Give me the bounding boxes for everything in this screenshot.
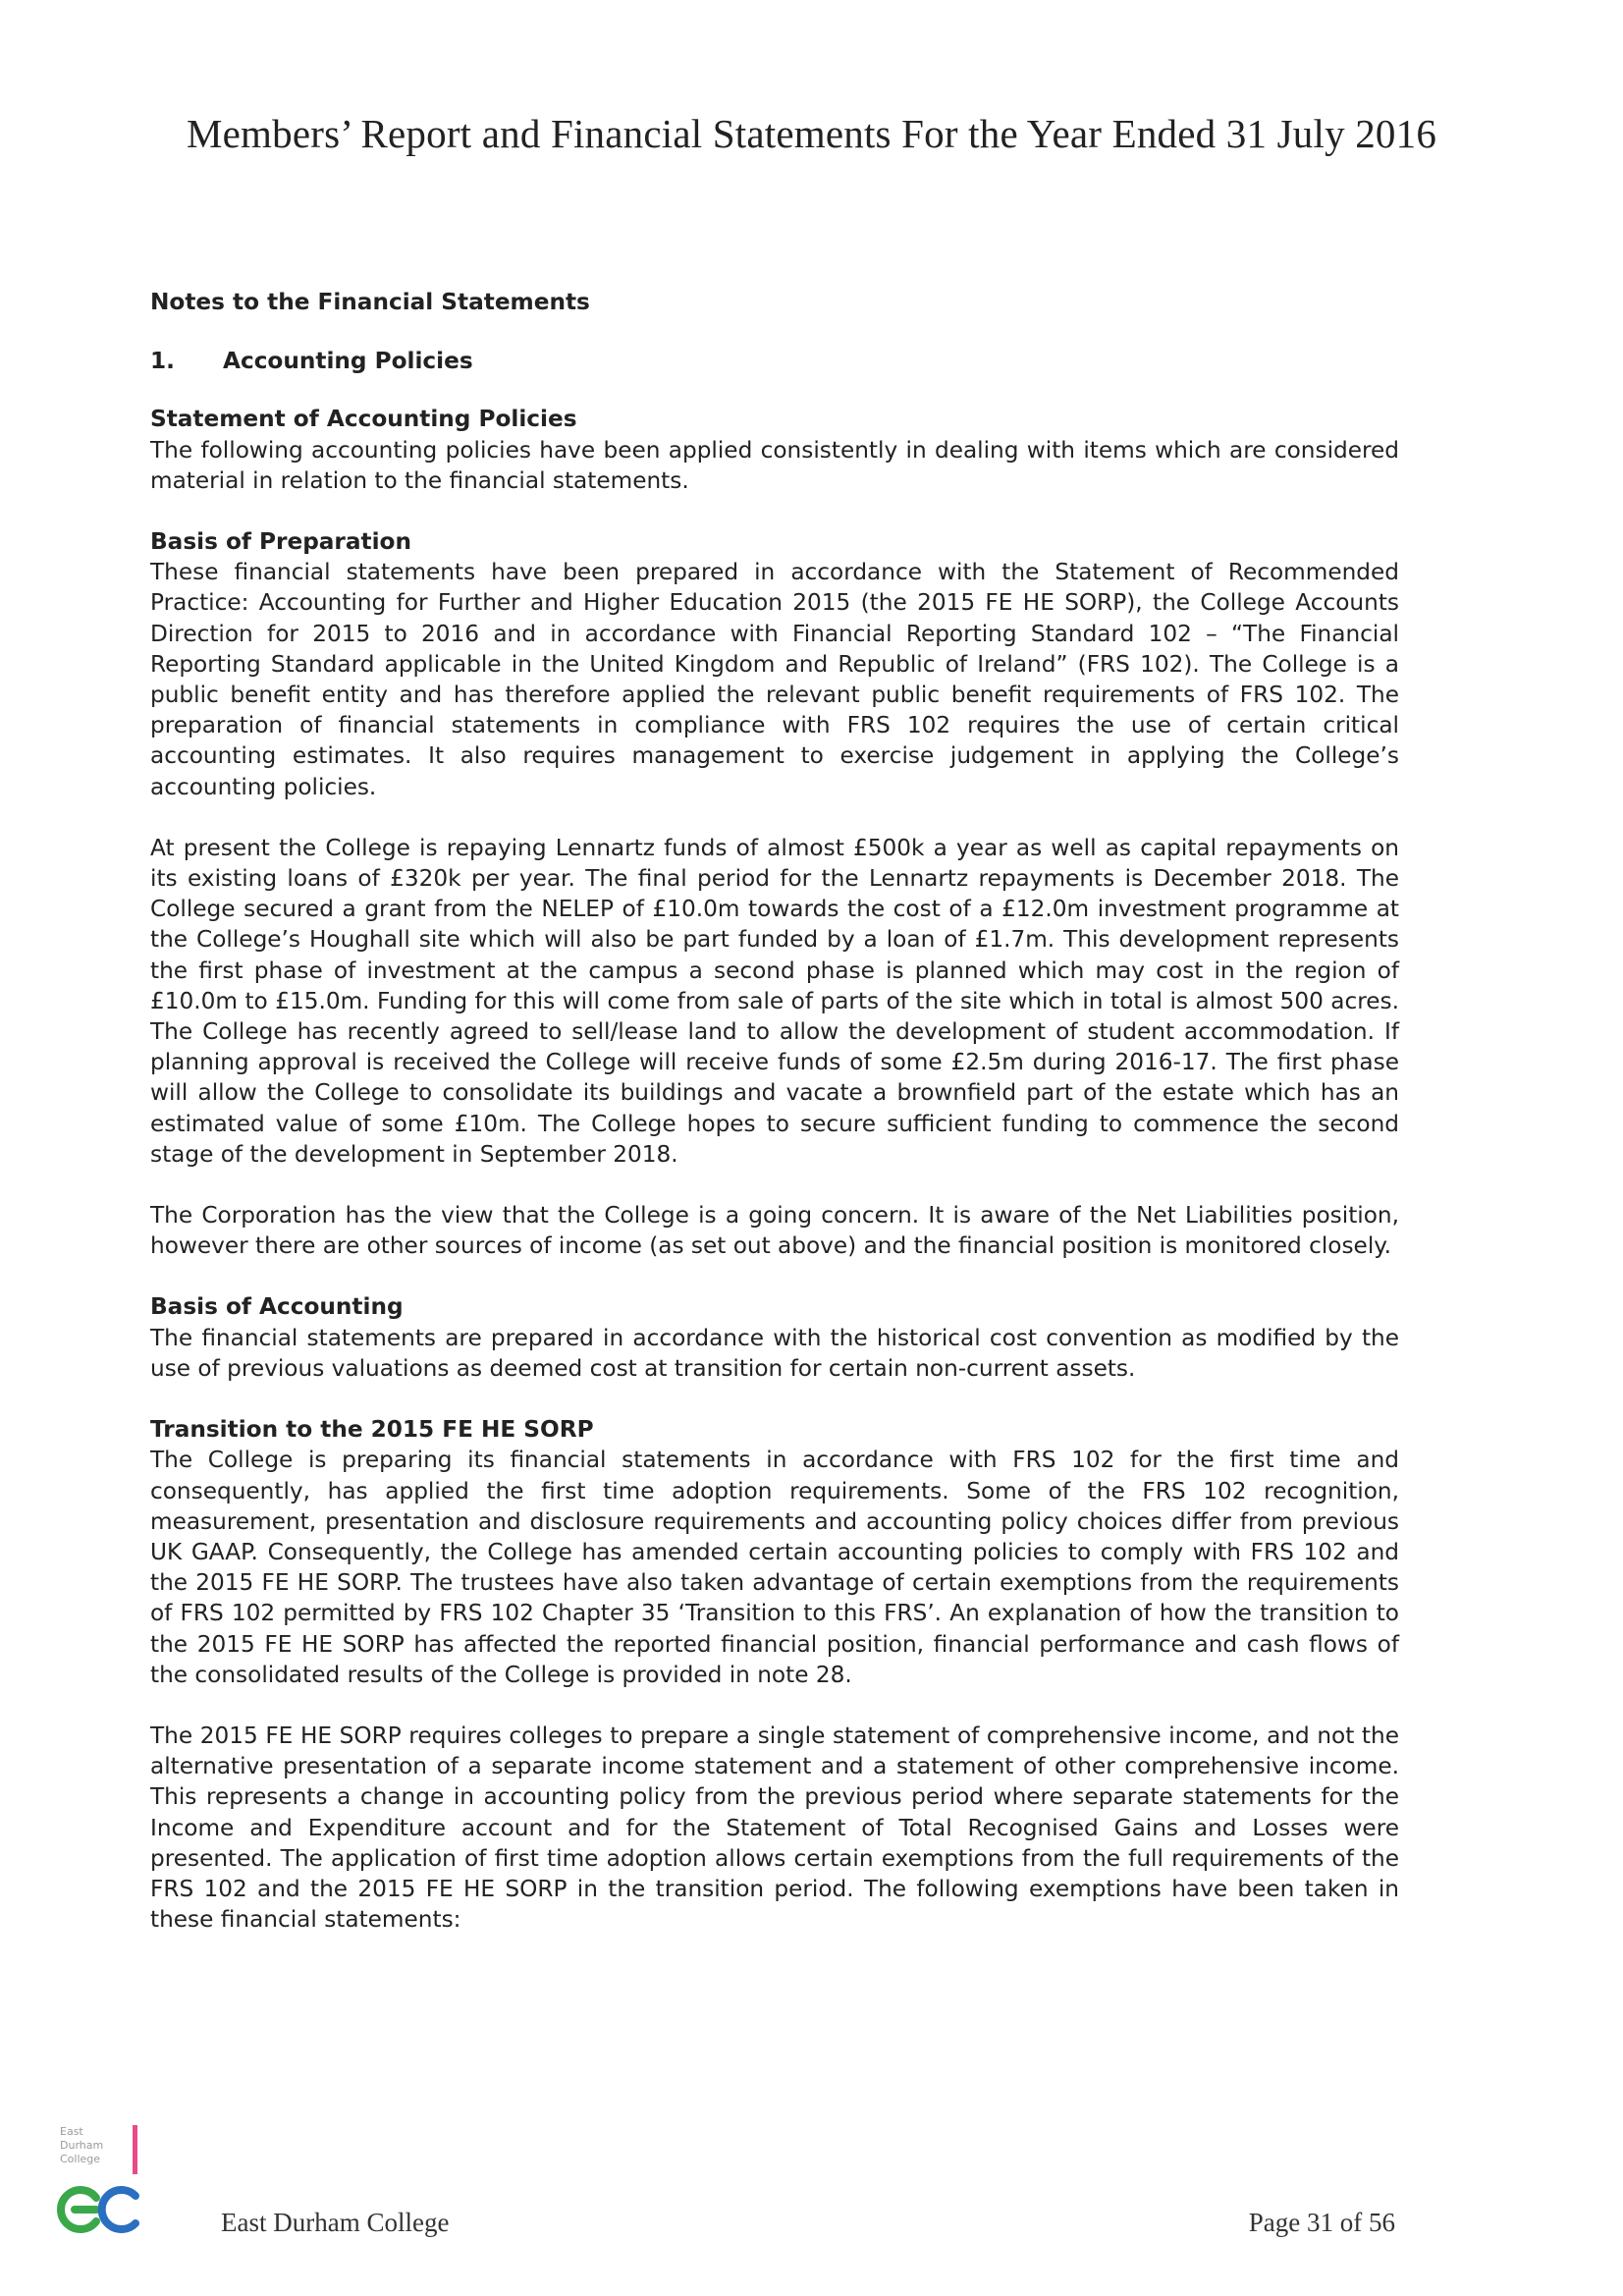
basis-preparation-heading: Basis of Preparation	[150, 528, 411, 556]
sorp-paragraph: The 2015 FE HE SORP requires colleges to prepare a single statement of comprehensive income, and not the alternative presentation of a separate income statement and a statement of other comprehensive income. This represents a change in accounting policy from the previous period where separate statements for the Income and Expenditure account and for the Statement of Total Recognised Gains and Losses were presented. The application of first time adoption allows certain exemptions from the full requirements of the FRS 102 and the 2015 FE HE SORP in the transition period. The following exemptions have been taken in these financial statements:	[150, 1722, 1399, 1934]
going-concern-paragraph: The Corporation has the view that the College is a going concern. It is aware of the Net Liabilities position, however there are other sources of income (as set out above) and the financial position is monitored closely.	[150, 1202, 1399, 1260]
logo-line-east: East	[60, 2125, 83, 2138]
statement-paragraph: The following accounting policies have been applied consistently in dealing with items which are considered material in relation to the financial statements.	[150, 436, 1399, 494]
lennartz-paragraph-block	[150, 833, 1399, 1170]
statement-heading: Statement of Accounting Policies	[150, 406, 577, 433]
basis-accounting-paragraph: The financial statements are prepared in accordance with the historical cost convention as modified by the use of previous valuations as deemed cost at transition for certain non-current assets.	[150, 1324, 1399, 1382]
basis-of-preparation	[150, 526, 1399, 802]
basis-preparation-paragraph: These financial statements have been prepared in accordance with the Statement of Recommended Practice: Accounting for Further and Higher Education 2015 (the 2015 FE HE SORP), the College Accounts Direction for 2015 to 2016 and in accordance with Financial Reporting Standard 102 – “The Financial Reporting Standard applicable in the United Kingdom and Republic of Ireland” (FRS 102). The College is a public benefit entity and has therefore applied the relevant public benefit requirements of FRS 102. The preparation of financial statements in compliance with FRS 102 requires the use of certain critical accounting estimates. It also requires management to exercise judgement in applying the College’s accounting policies.	[150, 559, 1399, 800]
logo-pink-bar	[133, 2125, 137, 2174]
college-logo	[57, 2121, 165, 2239]
logo-c-shape	[102, 2190, 135, 2229]
footer-college-name: East Durham College	[221, 2208, 450, 2237]
sorp-block	[150, 1721, 1399, 1935]
page-header: Members’ Report and Financial Statements For the Year Ended 31 July 2016	[186, 111, 1437, 156]
lennartz-paragraph: At present the College is repaying Lennartz funds of almost £500k a year as well as capital repayments on its existing loans of £320k per year. The final period for the Lennartz repayments is December 2018. The College secured a grant from the NELEP of £10.0m towards the cost of a £12.0m investment programme at the College’s Houghall site which will also be part funded by a loan of £1.7m. This development represents the first phase of investment at the campus a second phase is planned which may cost in the region of £10.0m to £15.0m. Funding for this will come from sale of parts of the site which in total is almost 500 acres. The College has recently agreed to sell/lease land to allow the development of student accommodation. If planning approval is received the College will receive funds of some £2.5m during 2016-17. The first phase will allow the College to consolidate its buildings and vacate a brownfield part of the estate which has an estimated value of some £10m. The College hopes to secure sufficient funding to commence the second stage of the development in September 2018.	[150, 834, 1399, 1168]
statement-of-accounting-policies	[150, 404, 1399, 496]
transition-paragraph: The College is preparing its financial statements in accordance with FRS 102 for the first time and consequently, has applied the first time adoption requirements. Some of the FRS 102 recognition, measurement, presentation and disclosure requirements and accounting policy choices differ from previous UK GAAP. Consequently, the College has amended certain accounting policies to comply with FRS 102 and the 2015 FE HE SORP. The trustees have also taken advantage of certain exemptions from the requirements of FRS 102 permitted by FRS 102 Chapter 35 ‘Transition to this FRS’. An explanation of how the transition to the 2015 FE HE SORP has affected the reported financial position, financial performance and cash flows of the consolidated results of the College is provided in note 28.	[150, 1447, 1399, 1688]
section-title: Accounting Policies	[223, 348, 473, 375]
footer-page-number: Page 31 of 56	[1248, 2208, 1395, 2237]
transition-heading: Transition to the 2015 FE HE SORP	[150, 1416, 594, 1444]
logo-e-shape	[61, 2190, 96, 2229]
section-heading	[150, 346, 1399, 376]
section-number: 1.	[150, 348, 175, 375]
basis-of-accounting	[150, 1291, 1399, 1384]
edc-logo-icon	[57, 2121, 165, 2239]
notes-title: Notes to the Financial Statements	[150, 289, 590, 315]
going-concern-block	[150, 1200, 1399, 1261]
document-body	[150, 287, 1399, 1965]
logo-line-college: College	[60, 2153, 101, 2165]
transition-to-sorp	[150, 1414, 1399, 1690]
logo-line-durham: Durham	[60, 2139, 104, 2152]
basis-accounting-heading: Basis of Accounting	[150, 1293, 404, 1321]
